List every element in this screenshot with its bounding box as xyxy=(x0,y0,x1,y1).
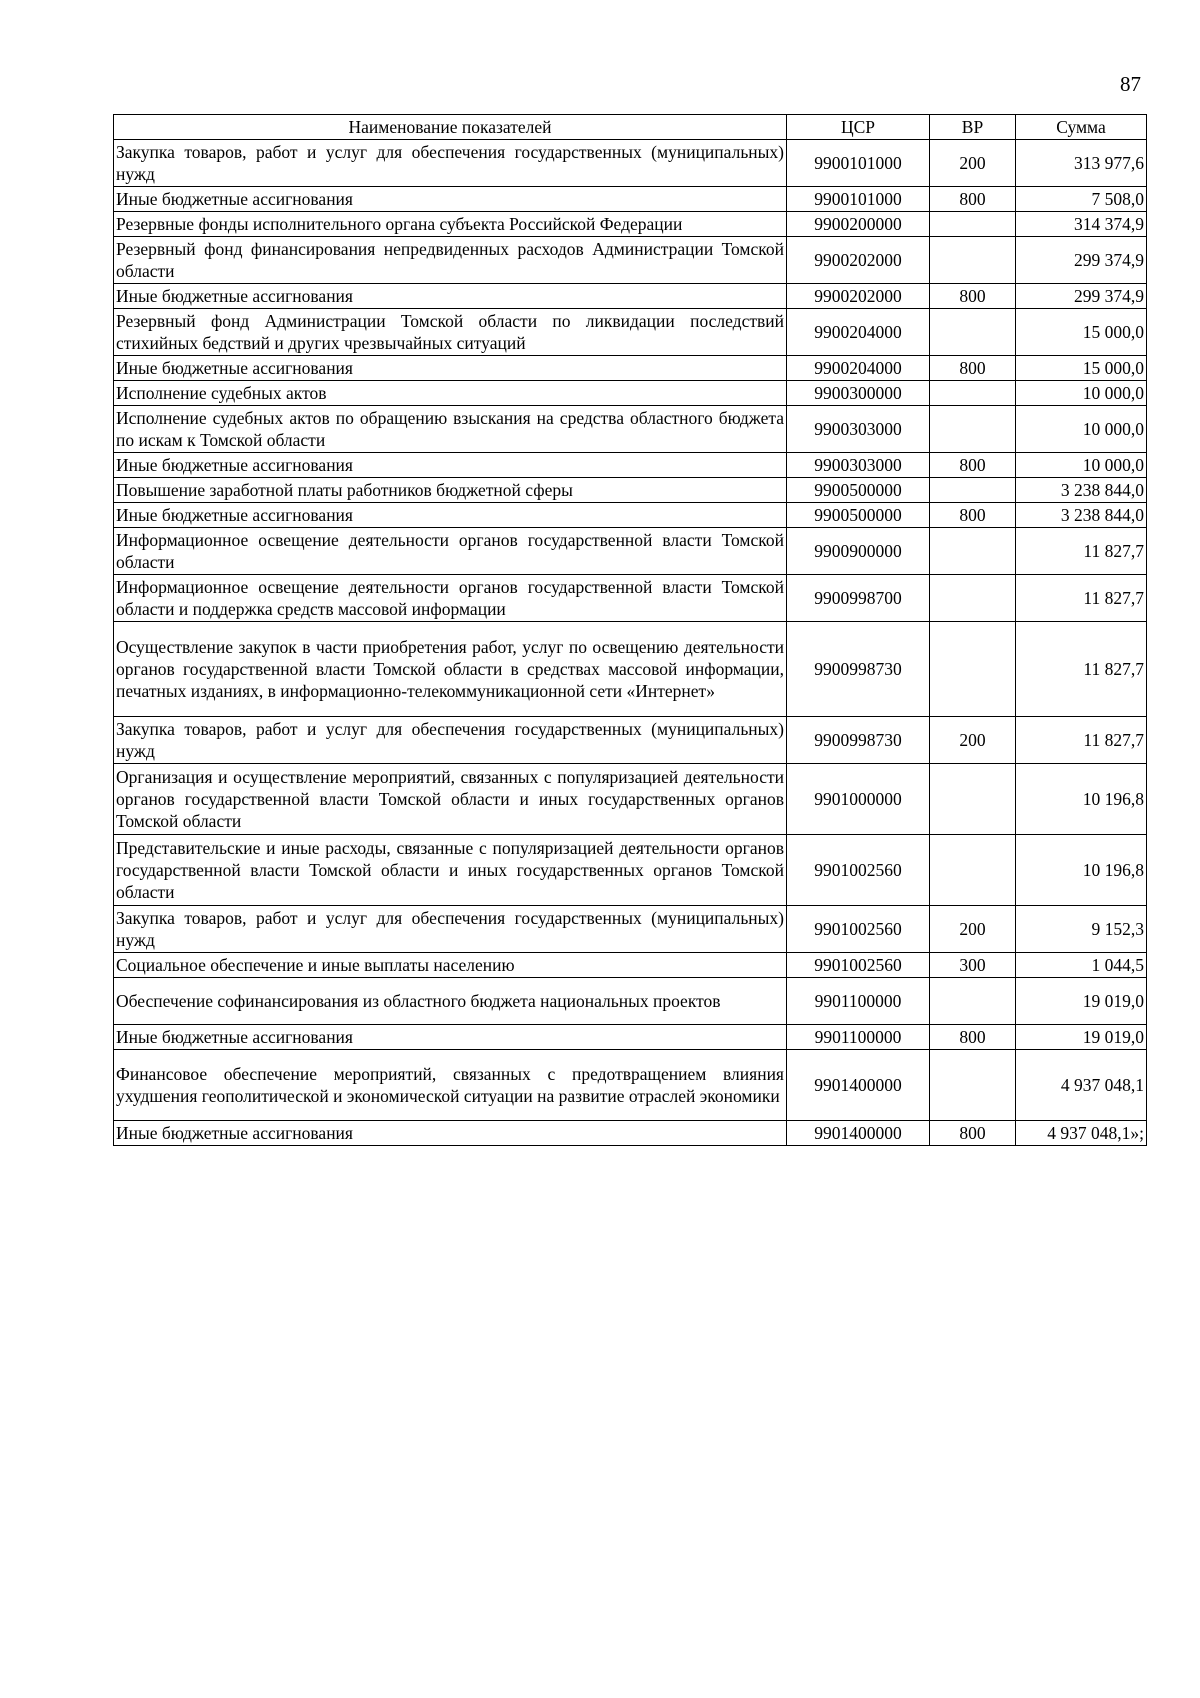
table-row xyxy=(114,906,1147,953)
row-name-cell: Закупка товаров, работ и услуг для обеспечения государственных (муниципальных) нужд xyxy=(114,140,787,187)
row-name-cell: Иные бюджетные ассигнования xyxy=(114,356,787,381)
table-row xyxy=(114,717,1147,764)
row-vr-cell xyxy=(930,978,1016,1025)
table-row xyxy=(114,978,1147,1025)
row-name-cell: Иные бюджетные ассигнования xyxy=(114,453,787,478)
row-sum-cell: 299 374,9 xyxy=(1016,237,1147,284)
budget-table xyxy=(113,114,1147,1146)
row-sum-cell: 9 152,3 xyxy=(1016,906,1147,953)
table-row xyxy=(114,764,1147,835)
table-row xyxy=(114,212,1147,237)
row-csr-cell: 9900204000 xyxy=(787,356,930,381)
row-vr-cell xyxy=(930,835,1016,906)
row-vr-cell xyxy=(930,381,1016,406)
row-sum-cell: 299 374,9 xyxy=(1016,284,1147,309)
table-body xyxy=(114,140,1147,1146)
table-row xyxy=(114,381,1147,406)
row-sum-cell: 11 827,7 xyxy=(1016,575,1147,622)
row-sum-cell: 11 827,7 xyxy=(1016,622,1147,717)
header-vr: ВР xyxy=(930,115,1016,140)
row-vr-cell xyxy=(930,478,1016,503)
row-csr-cell: 9900500000 xyxy=(787,503,930,528)
row-name-cell: Социальное обеспечение и иные выплаты населению xyxy=(114,953,787,978)
row-sum-cell: 10 196,8 xyxy=(1016,764,1147,835)
row-csr-cell: 9900900000 xyxy=(787,528,930,575)
row-sum-cell: 11 827,7 xyxy=(1016,717,1147,764)
row-name-cell: Иные бюджетные ассигнования xyxy=(114,284,787,309)
table-row xyxy=(114,835,1147,906)
row-vr-cell: 800 xyxy=(930,503,1016,528)
row-sum-cell: 3 238 844,0 xyxy=(1016,478,1147,503)
row-csr-cell: 9901000000 xyxy=(787,764,930,835)
row-name-cell: Резервные фонды исполнительного органа субъекта Российской Федерации xyxy=(114,212,787,237)
table-row xyxy=(114,478,1147,503)
row-vr-cell xyxy=(930,406,1016,453)
row-vr-cell: 800 xyxy=(930,453,1016,478)
row-vr-cell: 800 xyxy=(930,356,1016,381)
row-sum-cell: 4 937 048,1 xyxy=(1016,1050,1147,1121)
row-name-cell: Закупка товаров, работ и услуг для обеспечения государственных (муниципальных) нужд xyxy=(114,717,787,764)
row-vr-cell: 300 xyxy=(930,953,1016,978)
row-name-cell: Информационное освещение деятельности органов государственной власти Томской области и поддержка средств массовой информации xyxy=(114,575,787,622)
row-csr-cell: 9901100000 xyxy=(787,978,930,1025)
table-row xyxy=(114,284,1147,309)
table-row xyxy=(114,406,1147,453)
row-csr-cell: 9900998730 xyxy=(787,622,930,717)
row-csr-cell: 9900998730 xyxy=(787,717,930,764)
row-csr-cell: 9900204000 xyxy=(787,309,930,356)
row-csr-cell: 9901002560 xyxy=(787,953,930,978)
table-row xyxy=(114,237,1147,284)
row-csr-cell: 9900998700 xyxy=(787,575,930,622)
table-row xyxy=(114,528,1147,575)
row-sum-cell: 4 937 048,1»; xyxy=(1016,1121,1147,1146)
table-row xyxy=(114,140,1147,187)
row-sum-cell: 1 044,5 xyxy=(1016,953,1147,978)
row-name-cell: Представительские и иные расходы, связанные с популяризацией деятельности органов государственной власти Томской области и иных государственных органов Томской области xyxy=(114,835,787,906)
row-sum-cell: 313 977,6 xyxy=(1016,140,1147,187)
row-name-cell: Исполнение судебных актов xyxy=(114,381,787,406)
row-name-cell: Резервный фонд финансирования непредвиденных расходов Администрации Томской области xyxy=(114,237,787,284)
row-sum-cell: 19 019,0 xyxy=(1016,978,1147,1025)
row-vr-cell: 800 xyxy=(930,284,1016,309)
table-row xyxy=(114,356,1147,381)
table-row xyxy=(114,1050,1147,1121)
header-name: Наименование показателей xyxy=(114,115,787,140)
row-sum-cell: 15 000,0 xyxy=(1016,309,1147,356)
row-vr-cell: 800 xyxy=(930,1025,1016,1050)
row-csr-cell: 9900303000 xyxy=(787,453,930,478)
table-row xyxy=(114,309,1147,356)
table-row xyxy=(114,575,1147,622)
row-csr-cell: 9901100000 xyxy=(787,1025,930,1050)
row-vr-cell: 800 xyxy=(930,187,1016,212)
row-name-cell: Резервный фонд Администрации Томской области по ликвидации последствий стихийных бедствий и других чрезвычайных ситуаций xyxy=(114,309,787,356)
row-csr-cell: 9900101000 xyxy=(787,140,930,187)
row-csr-cell: 9901400000 xyxy=(787,1121,930,1146)
row-csr-cell: 9900300000 xyxy=(787,381,930,406)
row-vr-cell xyxy=(930,1050,1016,1121)
row-name-cell: Обеспечение софинансирования из областного бюджета национальных проектов xyxy=(114,978,787,1025)
row-csr-cell: 9901002560 xyxy=(787,906,930,953)
row-csr-cell: 9900500000 xyxy=(787,478,930,503)
table-row xyxy=(114,622,1147,717)
row-vr-cell xyxy=(930,212,1016,237)
row-vr-cell xyxy=(930,309,1016,356)
row-csr-cell: 9900303000 xyxy=(787,406,930,453)
row-name-cell: Организация и осуществление мероприятий, связанных с популяризацией деятельности органов государственной власти Томской области и иных государственных органов Томской области xyxy=(114,764,787,835)
row-csr-cell: 9901002560 xyxy=(787,835,930,906)
row-name-cell: Иные бюджетные ассигнования xyxy=(114,503,787,528)
header-sum: Сумма xyxy=(1016,115,1147,140)
row-vr-cell: 200 xyxy=(930,717,1016,764)
row-sum-cell: 11 827,7 xyxy=(1016,528,1147,575)
row-name-cell: Повышение заработной платы работников бюджетной сферы xyxy=(114,478,787,503)
row-sum-cell: 10 196,8 xyxy=(1016,835,1147,906)
table-row xyxy=(114,1025,1147,1050)
row-csr-cell: 9901400000 xyxy=(787,1050,930,1121)
row-sum-cell: 314 374,9 xyxy=(1016,212,1147,237)
row-vr-cell: 800 xyxy=(930,1121,1016,1146)
row-sum-cell: 19 019,0 xyxy=(1016,1025,1147,1050)
row-csr-cell: 9900202000 xyxy=(787,237,930,284)
row-sum-cell: 10 000,0 xyxy=(1016,406,1147,453)
table-row xyxy=(114,953,1147,978)
row-sum-cell: 3 238 844,0 xyxy=(1016,503,1147,528)
row-name-cell: Информационное освещение деятельности органов государственной власти Томской области xyxy=(114,528,787,575)
row-name-cell: Закупка товаров, работ и услуг для обеспечения государственных (муниципальных) нужд xyxy=(114,906,787,953)
table-row xyxy=(114,453,1147,478)
header-csr: ЦСР xyxy=(787,115,930,140)
row-name-cell: Иные бюджетные ассигнования xyxy=(114,187,787,212)
row-vr-cell: 200 xyxy=(930,140,1016,187)
row-sum-cell: 10 000,0 xyxy=(1016,453,1147,478)
table-row xyxy=(114,187,1147,212)
row-sum-cell: 7 508,0 xyxy=(1016,187,1147,212)
row-sum-cell: 15 000,0 xyxy=(1016,356,1147,381)
row-name-cell: Финансовое обеспечение мероприятий, связанных с предотвращением влияния ухудшения геополитической и экономической ситуации на развитие отраслей экономики xyxy=(114,1050,787,1121)
row-vr-cell: 200 xyxy=(930,906,1016,953)
row-csr-cell: 9900200000 xyxy=(787,212,930,237)
row-csr-cell: 9900101000 xyxy=(787,187,930,212)
table-header-row xyxy=(114,115,1147,140)
table-row xyxy=(114,1121,1147,1146)
row-name-cell: Осуществление закупок в части приобретения работ, услуг по освещению деятельности органов государственной власти Томской области в средствах массовой информации, печатных изданиях, в информационно-телекоммуникационной сети «Интернет» xyxy=(114,622,787,717)
table-row xyxy=(114,503,1147,528)
row-name-cell: Иные бюджетные ассигнования xyxy=(114,1025,787,1050)
row-csr-cell: 9900202000 xyxy=(787,284,930,309)
row-name-cell: Иные бюджетные ассигнования xyxy=(114,1121,787,1146)
page-number: 87 xyxy=(1120,72,1141,96)
row-vr-cell xyxy=(930,764,1016,835)
row-vr-cell xyxy=(930,575,1016,622)
row-vr-cell xyxy=(930,622,1016,717)
row-name-cell: Исполнение судебных актов по обращению взыскания на средства областного бюджета по искам к Томской области xyxy=(114,406,787,453)
row-sum-cell: 10 000,0 xyxy=(1016,381,1147,406)
row-vr-cell xyxy=(930,237,1016,284)
row-vr-cell xyxy=(930,528,1016,575)
